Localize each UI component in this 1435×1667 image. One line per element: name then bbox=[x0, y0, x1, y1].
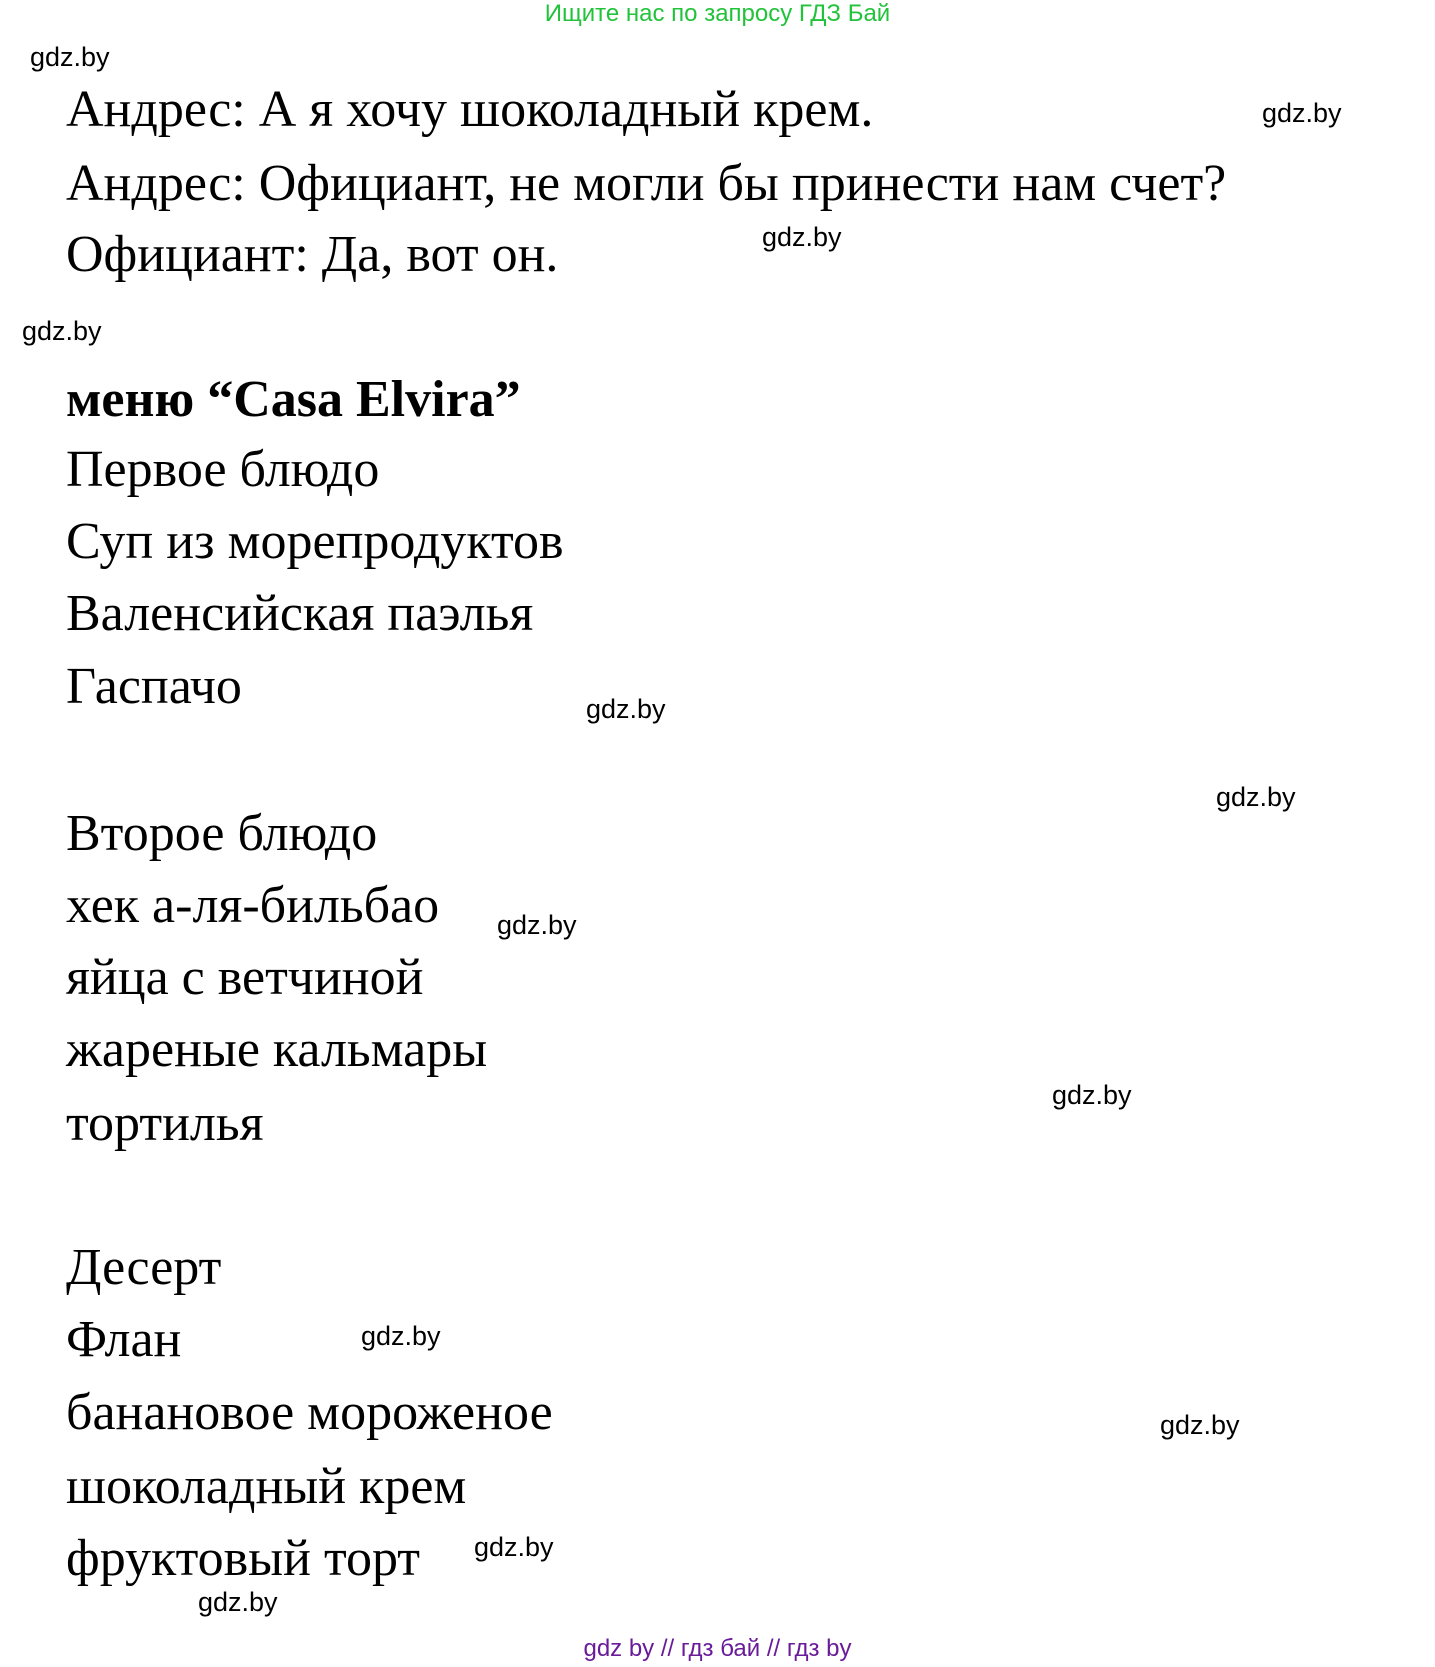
menu-item: Валенсийская паэлья bbox=[66, 585, 534, 642]
watermark: gdz.by bbox=[22, 316, 102, 346]
watermark: gdz.by bbox=[474, 1532, 554, 1562]
watermark: gdz.by bbox=[1216, 782, 1296, 812]
watermark: gdz.by bbox=[1262, 98, 1342, 128]
site-footer: gdz by // гдз бай // гдз by bbox=[583, 1635, 852, 1662]
menu-item: Суп из морепродуктов bbox=[66, 513, 564, 570]
menu-item: фруктовый торт bbox=[66, 1530, 421, 1587]
menu-item: жареные кальмары bbox=[66, 1021, 488, 1078]
menu-item: Флан bbox=[66, 1311, 182, 1368]
section-heading: Первое блюдо bbox=[66, 441, 380, 498]
menu-item: хек а-ля-бильбао bbox=[66, 877, 440, 934]
watermark: gdz.by bbox=[1052, 1080, 1132, 1110]
menu-item: Гаспачо bbox=[66, 658, 242, 715]
menu-item: банановое мороженое bbox=[66, 1384, 553, 1441]
menu-item: тортилья bbox=[66, 1095, 264, 1152]
watermark: gdz.by bbox=[1160, 1410, 1240, 1440]
dialogue-line: Андрес: Официант, не могли бы принести нам счет? bbox=[66, 155, 1227, 212]
watermark: gdz.by bbox=[198, 1587, 278, 1617]
watermark: gdz.by bbox=[361, 1321, 441, 1351]
section-heading: Десерт bbox=[66, 1239, 222, 1296]
menu-item: яйца с ветчиной bbox=[66, 949, 424, 1006]
menu-title: меню “Casa Elvira” bbox=[66, 371, 521, 428]
watermark: gdz.by bbox=[497, 910, 577, 940]
dialogue-line: Андрес: А я хочу шоколадный крем. bbox=[66, 81, 874, 138]
watermark: gdz.by bbox=[762, 222, 842, 252]
site-banner: Ищите нас по запросу ГДЗ Бай bbox=[544, 0, 891, 27]
menu-item: шоколадный крем bbox=[66, 1458, 467, 1515]
watermark: gdz.by bbox=[30, 42, 110, 72]
watermark: gdz.by bbox=[586, 694, 666, 724]
section-heading: Второе блюдо bbox=[66, 805, 378, 862]
dialogue-line: Официант: Да, вот он. bbox=[66, 226, 559, 283]
